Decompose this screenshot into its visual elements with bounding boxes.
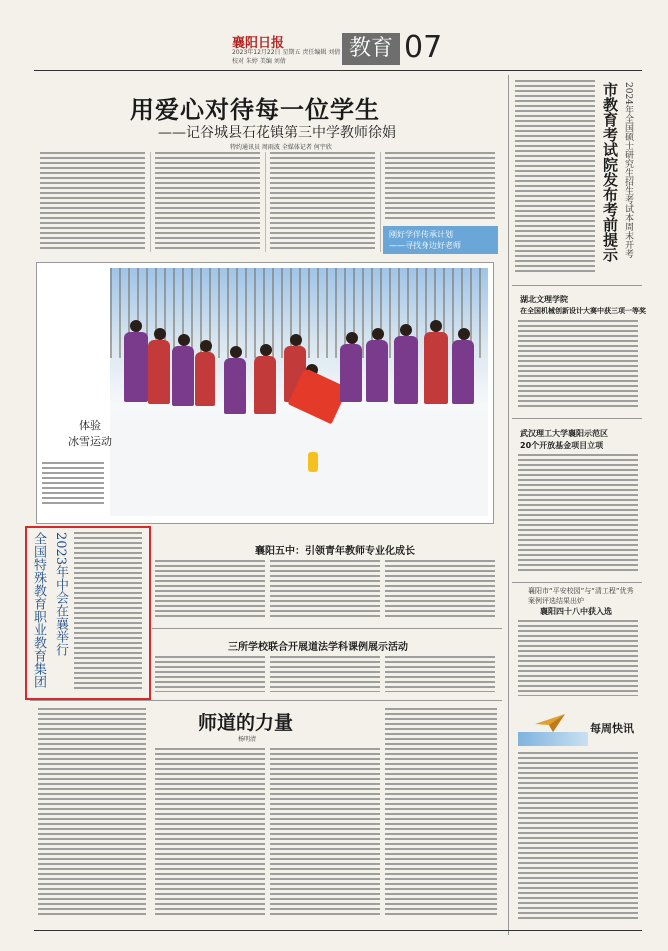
- right-item1-title: 湖北文理学院: [520, 295, 568, 304]
- article-rule: [152, 628, 502, 629]
- right-item3-sub: 案例评选结果出炉: [528, 597, 584, 605]
- article2-text-1: [155, 656, 265, 692]
- page-number: 07: [404, 30, 443, 65]
- photo-caption-text: [42, 462, 104, 506]
- right-top-subtitle: 2024年全国硕士研究生招生考试本周末开考: [623, 82, 633, 258]
- right-item3-sub2: 襄阳四十八中获入选: [540, 607, 612, 616]
- article3-text-1: [38, 708, 146, 916]
- lead-text-col-2: [155, 152, 260, 252]
- promo-box: [383, 226, 498, 254]
- right-rule-3: [512, 582, 642, 583]
- newspaper-logo: 襄阳日报: [232, 36, 285, 51]
- right-item1-text: [518, 320, 638, 408]
- promo-line-2: ——寻找身边好老师: [389, 241, 461, 250]
- article1-title: 襄阳五中：引领青年教师专业化成长: [255, 546, 415, 557]
- column-divider: [380, 152, 381, 252]
- right-item1-sub: 在全国机械创新设计大赛中获三项一等奖: [520, 307, 646, 315]
- right-item3-text: [518, 620, 638, 696]
- yellow-object: [308, 452, 318, 472]
- highlighted-text: [74, 532, 142, 690]
- photo-caption-title: 体验 冰雪运动: [68, 419, 112, 448]
- section-label: 教育: [342, 33, 400, 65]
- top-rule: [34, 70, 642, 71]
- column-divider: [150, 152, 151, 252]
- lead-text-col-4: [385, 152, 495, 220]
- article3-byline: 杨明清: [238, 736, 257, 743]
- right-item2-text: [518, 454, 638, 574]
- lead-byline: 特约通讯员 周雨波 全媒体记者 何宇欣: [230, 144, 332, 151]
- article1-text-2: [270, 560, 380, 620]
- promo-line-1: 刚好学伴传承计划: [389, 230, 453, 239]
- right-rule-1: [512, 285, 642, 286]
- article1-text-1: [155, 560, 265, 620]
- snow-activity-photo: [110, 268, 488, 516]
- right-top-title: 市教育考试院发布考前提示: [601, 82, 619, 262]
- highlighted-title-line-1: 2023年中会在襄举行: [53, 532, 68, 657]
- lead-text-col-1: [40, 152, 145, 252]
- right-top-text: [515, 80, 595, 272]
- article1-text-3: [385, 560, 495, 620]
- lead-text-col-3: [270, 152, 375, 252]
- article2-text-2: [270, 656, 380, 692]
- flash-decoration: [518, 732, 588, 746]
- column-divider: [265, 152, 266, 252]
- weekly-flash-text: [518, 752, 638, 920]
- right-item2-title: 武汉理工大学襄阳示范区: [520, 429, 608, 438]
- article3-text-4: [385, 708, 497, 916]
- article3-title: 师道的力量: [198, 712, 294, 734]
- right-item3-title: 襄阳市“平安校园”与“清工程”优秀: [528, 587, 634, 595]
- lead-headline: 用爱心对待每一位学生: [130, 95, 380, 124]
- article2-text-3: [385, 656, 495, 692]
- right-rule-2: [512, 418, 642, 419]
- issue-info: 2023年12月22日 星期五 责任编辑 刘倩 校对 朱婷 美编 刘倩: [232, 49, 341, 65]
- article3-text-2: [155, 748, 265, 916]
- article2-title: 三所学校联合开展道法学科课例展示活动: [228, 642, 408, 653]
- bottom-rule: [34, 930, 642, 931]
- weekly-flash-title: 每周快讯: [590, 722, 634, 735]
- paper-plane-icon: [535, 714, 565, 732]
- right-item2-sub: 20个开放基金项目立项: [520, 441, 604, 450]
- lead-subhead: ——记谷城县石花镇第三中学教师徐娟: [158, 125, 396, 141]
- right-column-divider: [508, 75, 509, 935]
- article-rule-2: [30, 700, 502, 701]
- article3-text-3: [270, 748, 380, 916]
- highlighted-title-line-2: 全国特殊教育职业教育集团: [31, 532, 46, 688]
- photo-snow: [110, 418, 488, 516]
